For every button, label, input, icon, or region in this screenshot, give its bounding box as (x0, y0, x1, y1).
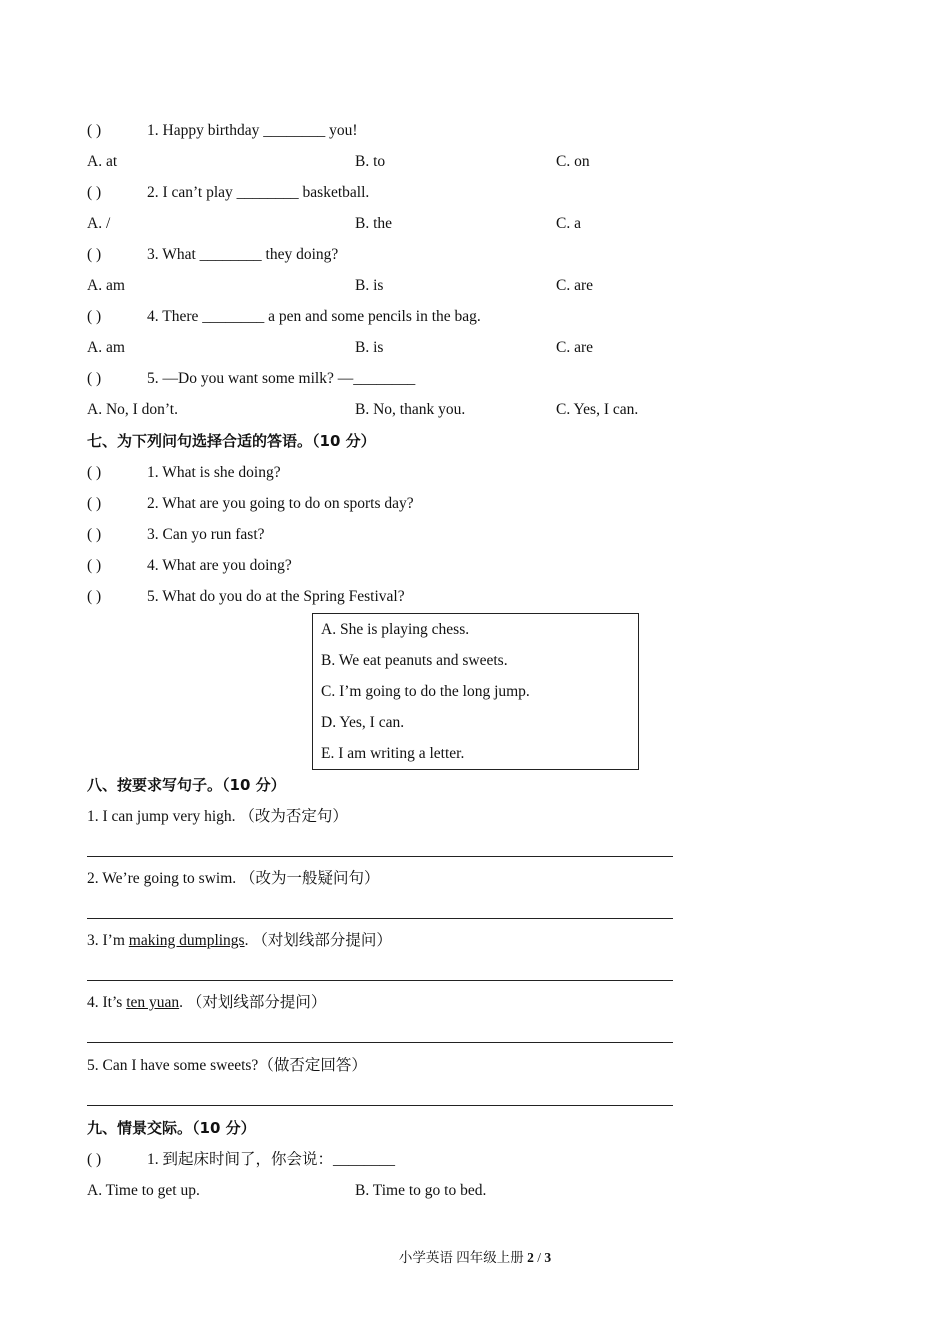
answer-c: C. I’m going to do the long jump. (321, 683, 530, 700)
page-footer: 小学英语 四年级上册 2 / 3 (398, 1250, 552, 1265)
question-6-4: ( ) 4. There ________ a pen and some pencils in the bag. (87, 308, 481, 325)
question-9-1: ( ) 1. 到起床时间了，你会说：________ (87, 1151, 396, 1168)
answer-a: A. She is playing chess. (321, 621, 470, 638)
option-c: C. are (556, 339, 594, 356)
option-a: A. am (87, 339, 125, 356)
answer-write-line[interactable] (87, 856, 673, 857)
option-b: B. is (355, 277, 384, 294)
option-a: A. No, I don’t. (87, 401, 178, 418)
page-number: 2 (527, 1250, 534, 1265)
answer-write-line[interactable] (87, 980, 673, 981)
answer-write-line[interactable] (87, 1042, 673, 1043)
section-8-title: 八、按要求写句子。（10 分） (87, 776, 286, 794)
answer-write-line[interactable] (87, 1105, 673, 1106)
question-7-1: ( ) 1. What is she doing? (87, 464, 281, 481)
question-8-2: 2. We’re going to swim. （改为一般疑问句） (87, 870, 380, 887)
question-8-4: 4. It’s ten yuan. （对划线部分提问） (87, 994, 327, 1011)
answer-write-line[interactable] (87, 918, 673, 919)
option-a: A. am (87, 277, 125, 294)
option-c: C. Yes, I can. (556, 401, 639, 418)
section-7-title: 七、为下列问句选择合适的答语。（10 分） (87, 432, 376, 450)
option-b: B. to (355, 153, 386, 170)
page-total: 3 (544, 1250, 552, 1265)
question-6-5: ( ) 5. —Do you want some milk? —________ (87, 370, 416, 387)
section-9-title: 九、情景交际。（10 分） (87, 1119, 256, 1137)
question-7-5: ( ) 5. What do you do at the Spring Festival? (87, 588, 405, 605)
question-6-3: ( ) 3. What ________ they doing? (87, 246, 339, 263)
option-c: C. on (556, 153, 590, 170)
question-6-1: ( ) 1. Happy birthday ________ you! (87, 122, 358, 139)
answer-d: D. Yes, I can. (321, 714, 405, 731)
question-7-3: ( ) 3. Can yo run fast? (87, 526, 265, 543)
option-b: B. the (355, 215, 393, 232)
answer-b: B. We eat peanuts and sweets. (321, 652, 508, 669)
question-8-1: 1. I can jump very high. （改为否定句） (87, 808, 348, 825)
option-c: C. a (556, 215, 581, 232)
answer-paren: ( ) (87, 122, 102, 139)
question-8-5: 5. Can I have some sweets?（做否定回答） (87, 1057, 367, 1074)
answer-e: E. I am writing a letter. (321, 745, 465, 762)
option-b: B. Time to go to bed. (355, 1182, 487, 1199)
option-b: B. is (355, 339, 384, 356)
option-a: A. at (87, 153, 118, 170)
option-c: C. are (556, 277, 594, 294)
question-7-4: ( ) 4. What are you doing? (87, 557, 292, 574)
question-7-2: ( ) 2. What are you going to do on sports day? (87, 495, 414, 512)
question-8-3: 3. I’m making dumplings. （对划线部分提问） (87, 932, 392, 949)
option-a: A. Time to get up. (87, 1182, 200, 1199)
question-6-2: ( ) 2. I can’t play ________ basketball. (87, 184, 370, 201)
option-a: A. / (87, 215, 111, 232)
option-b: B. No, thank you. (355, 401, 466, 418)
